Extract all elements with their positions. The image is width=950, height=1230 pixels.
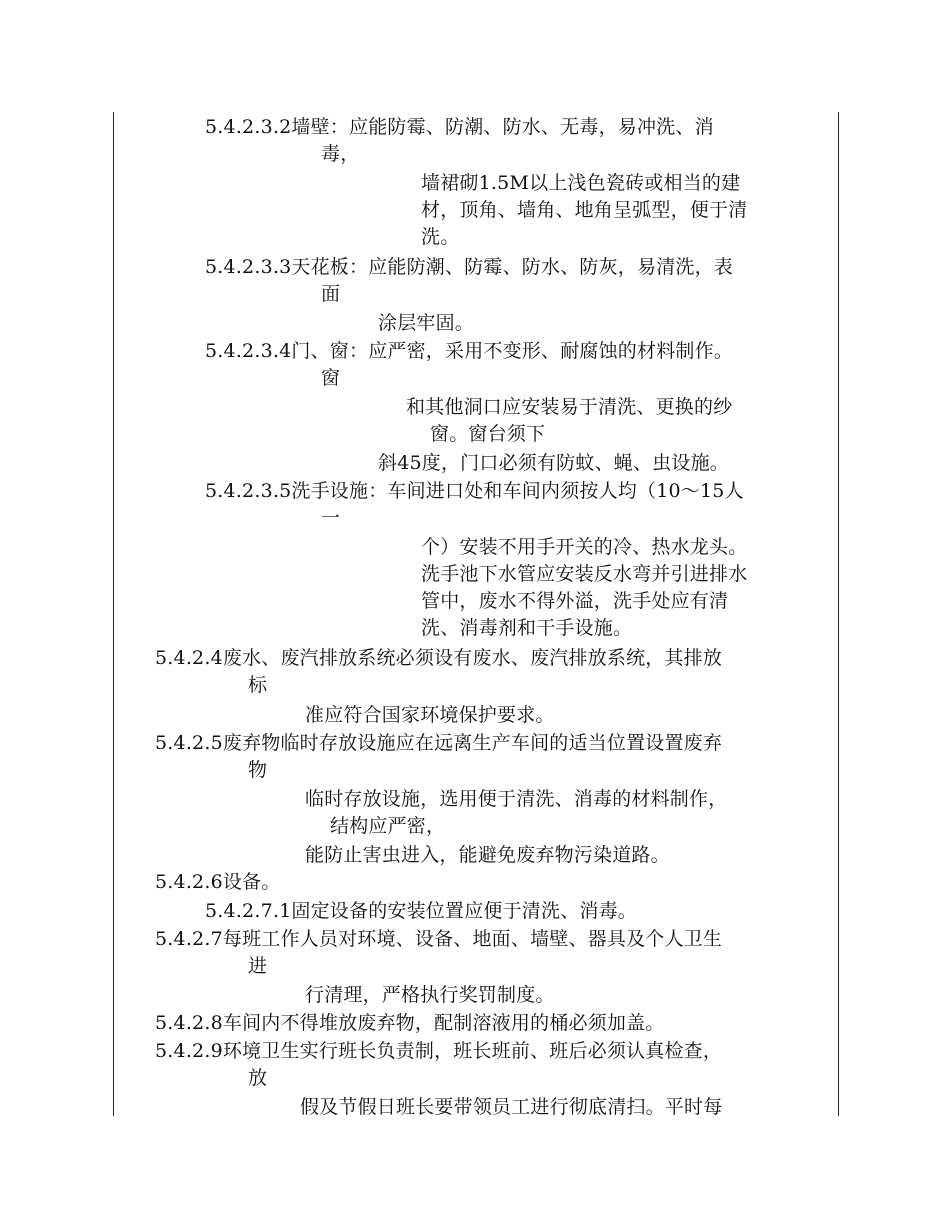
text-line: 5.4.2.3.3天花板：应能防潮、防霉、防水、防灰，易清洗，表 [205, 256, 734, 278]
text-line: 结构应严密， [330, 815, 446, 837]
text-line: 斜45度，门口必须有防蚊、蝇、虫设施。 [378, 452, 729, 474]
text-line: 窗。窗台须下 [430, 423, 546, 445]
text-line: 和其他洞口应安装易于清洗、更换的纱 [406, 396, 733, 418]
text-line: 涂层牢固。 [378, 312, 475, 334]
text-line: 5.4.2.3.4门、窗：应严密，采用不变形、耐腐蚀的材料制作。 [205, 340, 734, 362]
text-line: 5.4.2.7每班工作人员对环境、设备、地面、墙壁、器具及个人卫生 [155, 928, 723, 950]
text-line: 5.4.2.4废水、废汽排放系统必须设有废水、废汽排放系统，其排放 [155, 647, 723, 669]
text-line: 洗、消毒剂和干手设施。 [421, 617, 633, 639]
text-line: 管中，废水不得外溢，洗手处应有清 [421, 590, 729, 612]
text-line: 窗 [321, 367, 341, 389]
text-line: 材，顶角、墙角、地角呈弧型，便于清 [421, 199, 748, 221]
text-line: 标 [248, 674, 268, 696]
text-line: 面 [321, 283, 341, 305]
text-line: 能防止害虫进入，能避免废弃物污染道路。 [305, 844, 670, 866]
text-line: 5.4.2.3.2墙壁：应能防霉、防潮、防水、无毒，易冲洗、消 [205, 116, 714, 138]
text-line: 5.4.2.5废弃物临时存放设施应在远离生产车间的适当位置设置废弃 [155, 732, 723, 754]
text-line: 5.4.2.8车间内不得堆放废弃物，配制溶液用的桶必须加盖。 [155, 1012, 665, 1034]
text-line: 5.4.2.6设备。 [155, 871, 281, 893]
text-line: 毒， [321, 143, 360, 165]
text-line: 墙裙砌1.5M以上浅色瓷砖或相当的建 [421, 172, 741, 194]
text-line: 一 [321, 507, 341, 529]
text-line: 5.4.2.9环境卫生实行班长负责制，班长班前、班后必须认真检查， [155, 1040, 723, 1062]
text-line: 进 [248, 955, 268, 977]
text-line: 物 [248, 759, 268, 781]
text-line: 5.4.2.3.5洗手设施：车间进口处和车间内须按人均（10～15人 [205, 480, 744, 502]
text-line: 临时存放设施，选用便于清洗、消毒的材料制作， [305, 788, 728, 810]
text-line: 洗。 [421, 226, 460, 248]
text-line: 5.4.2.7.1固定设备的安装位置应便于清洗、消毒。 [205, 900, 638, 922]
text-line: 行清理，严格执行奖罚制度。 [305, 984, 555, 1006]
text-line: 准应符合国家环境保护要求。 [305, 704, 555, 726]
text-line: 洗手池下水管应安装反水弯并引进排水 [421, 563, 748, 585]
text-line: 个）安装不用手开关的冷、热水龙头。 [421, 536, 748, 558]
text-line: 放 [248, 1067, 268, 1089]
text-line: 假及节假日班长要带领员工进行彻底清扫。平时每 [300, 1096, 723, 1118]
